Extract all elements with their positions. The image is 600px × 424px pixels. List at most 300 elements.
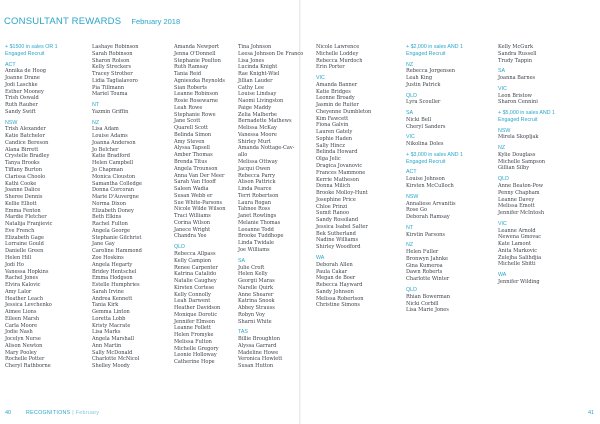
- consultant-name: Kelly Streckers: [92, 64, 132, 71]
- names-column-5: [316, 44, 371, 309]
- consultant-name: Jessica Isabel Salter: [316, 223, 368, 230]
- consultant-name: Ann Martin: [92, 342, 122, 349]
- consultant-name: Linda Twidale: [238, 240, 275, 247]
- consultant-name: Terri Robertson: [238, 192, 279, 199]
- consultant-name: Rhian Bowerman: [406, 293, 451, 300]
- consultant-name: Kelly Campion: [174, 257, 212, 264]
- consultant-name: Sharon Rolson: [92, 57, 130, 64]
- consultant-name: Sandy Johnson: [316, 288, 354, 295]
- consultant-name: Fiona Galvin: [316, 122, 349, 129]
- consultant-name: Ruth Rauber: [5, 102, 38, 109]
- consultant-name: Rachel Fulton: [92, 221, 128, 228]
- consultant-name: Crystelle Bradley: [5, 153, 50, 160]
- consultant-name: Sally McDonald: [92, 349, 133, 356]
- region-heading: NZ: [498, 145, 506, 152]
- consultant-name: Anne Shearer: [238, 291, 274, 298]
- consultant-name: Katie Bridges: [316, 88, 351, 95]
- consultant-name: Joanna Anderson: [92, 139, 136, 146]
- consultant-name: Yazmin Griffin: [92, 108, 129, 115]
- consultant-name: Helen Fromyke: [174, 332, 214, 339]
- consultant-name: Helen Hill: [5, 254, 32, 261]
- region-heading: NSW: [5, 119, 18, 126]
- region-heading: NZ: [406, 242, 414, 249]
- consultant-name: Leesa Johnson De Franco: [238, 50, 304, 57]
- consultant-name: Tina Johnson: [238, 44, 272, 50]
- consultant-name: Cathy Lee: [238, 84, 264, 91]
- consultant-name: Rebecca Parry: [238, 172, 276, 179]
- consultant-name: Candice Bereson: [5, 139, 49, 146]
- consultant-name: Jane Gay: [92, 241, 115, 248]
- consultant-name: Marie D'Auvergne: [92, 194, 139, 201]
- consultant-name: Megan de Boer: [316, 275, 356, 282]
- consultant-name: Josephine Price: [316, 196, 356, 203]
- consultant-name: Jennifer McIntosh: [498, 210, 545, 217]
- footer-month: February: [75, 410, 100, 416]
- award-heading: + $3,000 in sales AND 1: [406, 151, 463, 158]
- consultant-name: Tiffany Burton: [5, 167, 42, 174]
- consultant-name: Lucinda Knight: [238, 64, 278, 71]
- consultant-name: Alyssa Tapsell: [174, 145, 210, 152]
- consultant-name: Danielle Green: [5, 248, 44, 255]
- consultant-name: Rosie Rosewarne: [174, 98, 219, 105]
- region-heading: VIC: [498, 220, 507, 227]
- consultant-name: Olga Jelic: [316, 156, 341, 163]
- region-heading: SA: [406, 110, 414, 117]
- names-column-2: [92, 44, 142, 370]
- consultant-name: Chloe Prinzi: [316, 203, 348, 210]
- consultant-name: Donna Milich: [316, 183, 351, 190]
- consultant-name: Annika de Hoog: [5, 68, 46, 75]
- region-heading: NZ: [406, 61, 414, 68]
- consultant-name: Lashaye Robinson: [92, 44, 139, 50]
- consultant-name: Kirsten McCulloch: [406, 183, 454, 190]
- consultant-name: Narelle Quirk: [238, 284, 274, 291]
- consultant-name: Stephanie Poulton: [174, 57, 221, 64]
- consultant-name: Christine Simons: [316, 302, 360, 309]
- consultant-name: Katie Bradford: [92, 153, 130, 160]
- consultant-name: Melissa Emott: [498, 203, 535, 210]
- consultant-name: Estelle Humphries: [92, 282, 140, 289]
- consultant-name: Mariel Touma: [92, 91, 128, 98]
- consultant-name: Charlotte Winter: [406, 276, 450, 283]
- consultant-name: Andrea Kennett: [92, 295, 133, 302]
- consultant-name: Sharon Cennini: [498, 99, 538, 106]
- consultant-name: Jasmin de Ruiter: [316, 102, 359, 109]
- names-column-1: [5, 44, 58, 370]
- consultant-name: Jocelyn Nurse: [5, 336, 41, 343]
- consultant-name: Leanne Davey: [498, 196, 535, 203]
- consultant-name: allo: [238, 152, 248, 159]
- consultant-name: Kathi Cooke: [5, 180, 37, 187]
- consultant-name: Leah Rowe: [174, 104, 203, 111]
- award-heading: + $5,000 in sales AND 1: [498, 110, 555, 117]
- award-heading: + $2,000 in sales AND 1: [406, 44, 463, 50]
- region-heading: WA: [498, 272, 507, 279]
- consultant-name: Erin Porter: [316, 64, 345, 71]
- names-column-4: [238, 44, 303, 370]
- consultant-name: Sandy Rossiland: [316, 217, 359, 224]
- region-heading: ACT: [406, 169, 417, 176]
- consultant-name: Anne Beaton-Pow: [498, 183, 544, 190]
- consultant-name: Lyra Scouller: [406, 99, 441, 106]
- consultant-name: Sandy Swift: [5, 108, 36, 115]
- region-heading: QLD: [406, 286, 417, 293]
- consultant-name: Alison Pattrick: [238, 179, 276, 186]
- consultant-name: Lisa Marks: [92, 329, 121, 336]
- consultant-name: Caroline Hammond: [92, 248, 142, 255]
- consultant-name: Leah Darwent: [174, 298, 211, 305]
- consultant-name: Nicole Lawrence: [316, 44, 360, 50]
- consultant-name: Stephanie Gilchrist: [92, 234, 142, 241]
- consultant-name: Joanne Drane: [5, 75, 40, 82]
- consultant-name: Naomi Livingston: [238, 98, 284, 105]
- consultant-name: Sophie Haden: [316, 135, 353, 142]
- consultant-name: Lidia Taglialavoro: [92, 77, 138, 84]
- consultant-name: Jo Chapman: [92, 167, 124, 174]
- consultant-name: Susan Webb er: [174, 192, 213, 199]
- consultant-name: Elvira Kalovic: [5, 282, 41, 289]
- consultant-name: Louise Johnson: [406, 176, 445, 183]
- consultant-name: Laura Rogan: [238, 199, 271, 206]
- consultant-name: Rebecca Murdoch: [316, 57, 363, 64]
- consultant-name: Rochelle Potter: [5, 356, 45, 363]
- consultant-name: Cheryl Rathborne: [5, 363, 51, 370]
- consultant-name: Cheryl Sanders: [406, 123, 446, 130]
- consultant-name: Zulejha Salihdjia: [498, 254, 542, 261]
- region-heading: ACT: [5, 61, 16, 68]
- consultant-name: Heather Davidson: [174, 305, 221, 312]
- consultant-name: Trish Alexander: [5, 126, 46, 133]
- consultant-name: Sue White-Parsons: [174, 199, 223, 206]
- award-heading: Engaged Recruit: [5, 50, 45, 57]
- award-heading: + $1500 in sales OR 1: [5, 44, 58, 50]
- consultant-name: Leonie Holloway: [174, 352, 217, 359]
- consultant-name: Sally Hincz: [316, 142, 345, 149]
- consultant-name: Jodi Laschke: [5, 81, 38, 88]
- consultant-name: Elizabeth Doney: [92, 207, 134, 214]
- consultant-name: Norma Dixon: [92, 200, 127, 207]
- consultant-name: Amanda Nottage-Cav-: [238, 145, 295, 152]
- region-heading: VIC: [498, 85, 507, 92]
- consultant-name: Amanda Banner: [316, 81, 358, 88]
- consultant-name: Rebecca Hayward: [316, 282, 363, 289]
- consultant-name: Jessica Levchenko: [5, 302, 52, 309]
- consultant-name: Lorraine Gould: [5, 241, 44, 248]
- consultant-name: Heather Leach: [5, 295, 44, 302]
- consultant-name: Tanya Brooks: [5, 160, 40, 167]
- consultant-name: Kellie Elliott: [5, 200, 37, 207]
- consultant-name: Helen Campbell: [92, 160, 134, 167]
- consultant-name: Zoe Hoskins: [92, 254, 124, 261]
- consultant-name: Leanne Robinson: [174, 91, 219, 98]
- right-page-number: 41: [588, 410, 595, 416]
- consultant-name: Brenda Titus: [174, 159, 208, 166]
- consultant-name: Amanda Newport: [174, 44, 219, 50]
- consultant-name: Penny Chapham: [498, 189, 540, 196]
- consultant-name: Melissa Ottway: [238, 159, 278, 166]
- names-column-3: [174, 44, 225, 366]
- consultant-name: Jenna O'Donnell: [174, 50, 216, 57]
- consultant-name: Monica Clouston: [92, 173, 136, 180]
- consultant-name: Emma Hodgson: [92, 275, 133, 282]
- consultant-name: Nicole Wilde Wilson: [174, 206, 226, 213]
- consultant-name: Kristy Macrate: [92, 322, 131, 329]
- consultant-name: Sharni White: [238, 318, 272, 325]
- consultant-name: Jennifer Wilding: [498, 278, 540, 285]
- consultant-name: Chandra Yee: [174, 233, 207, 240]
- consultant-name: Gina Kumeroa: [406, 262, 443, 269]
- consultant-name: Louise Lindsay: [238, 91, 277, 98]
- consultant-name: Eve French: [5, 227, 35, 234]
- consultant-name: Jodi Ho: [5, 261, 24, 268]
- consultant-name: Michelle Gregory: [174, 345, 219, 352]
- left-page-number: 40: [5, 410, 12, 416]
- consultant-name: Deborah Ramsay: [406, 214, 450, 221]
- consultant-name: Monique Dorotic: [174, 311, 218, 318]
- consultant-name: Kelly McGurk: [498, 44, 534, 50]
- consultant-name: Vanessa Moore: [238, 131, 277, 138]
- consultant-name: Lisa Adam: [92, 126, 119, 133]
- region-heading: QLD: [498, 176, 509, 183]
- consultant-name: Eileen Marsh: [5, 315, 40, 322]
- consultant-name: Natalija Franjievic: [5, 221, 53, 228]
- region-heading: SA: [498, 68, 506, 75]
- consultant-name: Anna Van Der Meer: [174, 172, 225, 179]
- consultant-name: Shirley Woodford: [316, 244, 361, 251]
- consultant-name: Melissa Fulton: [174, 338, 212, 345]
- footer-section: RECOGNITIONS: [26, 410, 71, 416]
- consultant-name: Bronwyn Jahnke: [406, 255, 449, 262]
- consultant-name: Michelle Sbitti: [498, 261, 536, 268]
- consultant-name: Charlotte McNicol: [92, 356, 140, 363]
- consultant-name: Deborah Allen: [316, 261, 353, 268]
- consultant-name: Joanna Barnes: [498, 75, 536, 82]
- consultant-name: Shelley Moody: [92, 363, 130, 370]
- consultant-name: Kerrie Matheson: [316, 176, 359, 183]
- consultant-name: Elizabeth Gage: [5, 234, 44, 241]
- consultant-name: Lisa Jones: [238, 57, 265, 64]
- consultant-name: Sumit Ranoo: [316, 210, 349, 217]
- consultant-name: Annaliese Arvanitis: [406, 200, 456, 207]
- consultant-name: Samantha Colledge: [92, 180, 142, 187]
- consultant-name: Tania Reid: [174, 71, 202, 78]
- consultant-name: Sarah Irvine: [92, 288, 124, 295]
- consultant-name: Gemma Linton: [92, 309, 130, 316]
- consultant-name: Joe Williams: [238, 246, 270, 253]
- consultant-name: Alyssa Garrard: [238, 342, 277, 349]
- consultant-name: Katie Batchelor: [5, 133, 45, 140]
- consultant-name: Sian Roberts: [174, 84, 208, 91]
- consultant-name: Zelia Malherbe: [238, 111, 277, 118]
- consultant-name: Robyn Voy: [238, 311, 265, 318]
- consultant-name: Rebecca Jorgensen: [406, 68, 456, 75]
- consultant-name: Helen Fuller: [406, 249, 439, 256]
- region-heading: WA: [316, 254, 325, 261]
- consultant-name: Louise Adams: [92, 133, 128, 140]
- region-heading: NSW: [406, 193, 419, 200]
- consultant-name: Agnieszka Reynolds: [174, 77, 226, 84]
- page-title: CONSULTANT REWARDS: [4, 16, 122, 27]
- consultant-name: Abbey Strauss: [238, 305, 275, 312]
- consultant-name: Jennifer Elmson: [174, 318, 215, 325]
- consultant-name: Brooke Tuddhope: [238, 233, 284, 240]
- consultant-name: Tracey Strother: [92, 71, 133, 78]
- page-subtitle: February 2018: [131, 17, 181, 26]
- consultant-name: Natalie Caughey: [174, 278, 217, 285]
- consultant-name: Leeanne Todd: [238, 226, 274, 233]
- consultant-name: Leonne Broady: [316, 95, 355, 102]
- consultant-name: Madeline Howe: [238, 349, 279, 356]
- consultant-name: Saleen Wadia: [174, 186, 209, 193]
- consultant-name: Dragica Jovanovic: [316, 163, 363, 170]
- consultant-name: Georgii Maras: [238, 278, 275, 285]
- consultant-name: Kelly Connolly: [174, 291, 211, 298]
- consultant-name: Janece Wright: [174, 226, 211, 233]
- consultant-name: Beth Elkins: [92, 214, 122, 221]
- consultant-name: Dawn Roberts: [406, 269, 443, 276]
- consultant-name: Veronica Howlett: [238, 356, 283, 363]
- consultant-name: Melissa Robertson: [316, 295, 364, 302]
- consultant-name: Sarah Robinson: [92, 50, 133, 57]
- names-column-6: [406, 44, 463, 314]
- consultant-name: Lisa Marie Jones: [406, 307, 449, 314]
- consultant-name: Nicki Bell: [406, 116, 432, 123]
- consultant-name: Brooke Molloy-Hunt: [316, 190, 368, 197]
- consultant-name: Anita Markovic: [498, 247, 538, 254]
- consultant-name: Leon Bristow: [498, 92, 532, 99]
- consultant-name: Belinda Simon: [174, 131, 212, 138]
- consultant-name: Lauren Gately: [316, 129, 353, 136]
- region-heading: VIC: [406, 134, 415, 141]
- consultant-name: Tania Kirk: [92, 302, 119, 309]
- consultant-name: Stephanie Rowe: [174, 111, 216, 118]
- consultant-name: Sarah Van Hooff: [174, 179, 216, 186]
- consultant-name: Shirley Murt: [238, 138, 271, 145]
- consultant-name: Trish Oswald: [5, 95, 39, 102]
- consultant-name: Rebecca Allpass: [174, 250, 216, 257]
- consultant-name: Pia Tillmann: [92, 84, 125, 91]
- consultant-name: Catherine Hope: [174, 359, 215, 366]
- consultant-name: Jillian Lauder: [238, 77, 273, 84]
- consultant-name: Linda Pearce: [238, 186, 272, 193]
- consultant-name: Tahnee Ross: [238, 206, 271, 213]
- consultant-name: Corina Wilson: [174, 219, 210, 226]
- consultant-name: Janet Rowlings: [238, 213, 277, 220]
- consultant-name: Bernadette Mathews: [238, 118, 292, 125]
- consultant-name: Donna Corcoran: [92, 187, 135, 194]
- consultant-name: Angela George: [92, 227, 131, 234]
- consultant-name: Aimee Lions: [5, 309, 37, 316]
- consultant-name: Kim Fawcett: [316, 115, 349, 122]
- consultant-name: Joanne Dalice: [5, 187, 41, 194]
- consultant-name: Bridey Hentschel: [92, 268, 137, 275]
- consultant-name: Michelle Sampson: [498, 158, 546, 165]
- consultant-name: Billie Broughton: [238, 336, 280, 343]
- consultant-name: Angela Marshall: [92, 336, 135, 343]
- award-heading: Engaged Recruit: [406, 50, 446, 57]
- consultant-name: Clarissa Choolo: [5, 173, 46, 180]
- consultant-name: Rachel Jones: [5, 275, 39, 282]
- consultant-name: Mirela Skopljak: [498, 134, 539, 141]
- consultant-name: Kate Lamont: [498, 241, 531, 248]
- consultant-name: Gillian Silby: [498, 165, 530, 172]
- consultant-name: Trudy Tappin: [498, 57, 533, 64]
- region-heading: QLD: [406, 92, 417, 99]
- consultant-name: Cheyenne Dumbleton: [316, 108, 372, 115]
- consultant-name: Mary Pooley: [5, 349, 37, 356]
- consultant-name: Leanne Arnold: [498, 227, 536, 234]
- region-heading: NZ: [92, 119, 100, 126]
- consultant-name: Jacqui Owen: [238, 165, 271, 172]
- consultant-name: Angela Trounson: [174, 165, 218, 172]
- consultant-name: Alana Birrett: [5, 146, 39, 153]
- consultant-name: Traci Williams: [174, 213, 211, 220]
- consultant-name: Helen Kelly: [238, 271, 268, 278]
- region-heading: NT: [92, 102, 100, 109]
- award-heading: Engaged Recruit: [498, 116, 538, 123]
- consultant-name: Melanie Thomas: [238, 219, 281, 226]
- consultant-name: Paige Maddy: [238, 104, 272, 111]
- consultant-name: Katrina Catalido: [174, 271, 217, 278]
- consultant-name: Bek Sutherland: [316, 230, 356, 237]
- consultant-name: Nikolina Doles: [406, 141, 444, 148]
- consultant-name: Rose Go: [406, 207, 428, 214]
- consultant-name: Jane Scott: [174, 118, 201, 125]
- consultant-name: Kylie Douglass: [498, 151, 536, 158]
- consultant-name: Newena Gmovac: [498, 234, 542, 241]
- region-heading: SA: [238, 257, 246, 264]
- consultant-name: Jodie Nash: [5, 329, 33, 336]
- consultant-name: Esther Mooney: [5, 88, 44, 95]
- consultant-name: Jo Belcher: [92, 146, 119, 153]
- consultant-name: Amy Steven: [174, 138, 205, 145]
- region-heading: NT: [406, 224, 414, 231]
- consultant-name: Leanne Follett: [174, 325, 211, 332]
- consultant-name: Alison Newton: [5, 342, 43, 349]
- award-heading: Engaged Recruit: [406, 158, 446, 165]
- consultant-name: Carla Moore: [5, 322, 38, 329]
- consultant-name: Nadine Williams: [316, 237, 359, 244]
- consultant-name: Kirsten Cortese: [174, 284, 215, 291]
- consultant-name: Leah King: [406, 75, 433, 82]
- consultant-name: Kirstin Parsons: [406, 231, 445, 238]
- consultant-name: Amy Lalor: [5, 288, 32, 295]
- consultant-name: Melissa McKay: [238, 125, 277, 132]
- consultant-name: Michelle Loddey: [316, 50, 359, 57]
- consultant-name: Mardie Fletcher: [5, 214, 47, 221]
- page-header: [4, 9, 180, 28]
- names-column-7: [498, 44, 555, 286]
- consultant-name: Frances Mammone: [316, 169, 366, 176]
- consultant-name: Justin Patrick: [406, 81, 441, 88]
- region-heading: NSW: [498, 127, 511, 134]
- consultant-name: Angela Hegarty: [92, 261, 133, 268]
- region-heading: TAS: [238, 329, 248, 336]
- consultant-name: Katrina Snook: [238, 298, 275, 305]
- consultant-name: Ruth Ramsay: [174, 64, 209, 71]
- region-heading: VIC: [316, 75, 325, 82]
- consultant-name: Sheree Dennis: [5, 194, 43, 201]
- region-heading: QLD: [174, 244, 185, 251]
- consultant-name: Quarell Scott: [174, 125, 209, 132]
- consultant-name: Julie Croft: [238, 264, 265, 271]
- consultant-name: Emma Fenton: [5, 207, 41, 214]
- consultant-name: Paula Cakar: [316, 268, 348, 275]
- consultant-name: Belinda Howard: [316, 149, 358, 156]
- consultant-name: Vanessa Hopkins: [5, 268, 49, 275]
- consultant-name: Susan Hutton: [238, 363, 274, 370]
- consultant-name: Sandra Russell: [498, 50, 537, 57]
